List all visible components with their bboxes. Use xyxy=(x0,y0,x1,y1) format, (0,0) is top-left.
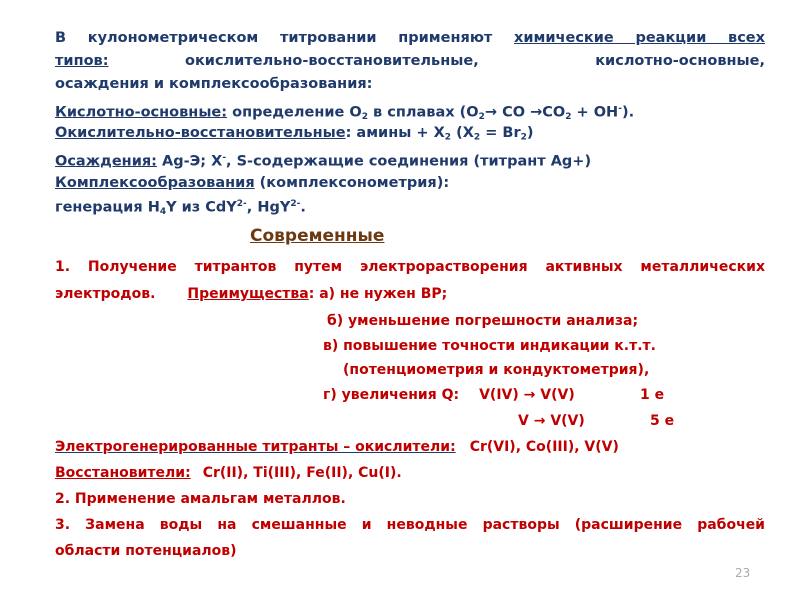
reductants-line: Восстановители: Cr(II), Ti(III), Fe(II), Cu(I). xyxy=(55,465,402,481)
intro-line-3: осаждения и комплексообразования: xyxy=(55,76,373,92)
item-1-line-1: 1. Получение титрантов путем электрорастворения активных металлических xyxy=(55,259,765,275)
acid-base-line: Кислотно-основные: определение $О_2$ в сплавах ($О_2\to$ СО $\to СО_2 + ОН^-$). xyxy=(55,104,635,123)
item-3-line-2: области потенциалов) xyxy=(55,543,237,559)
v-to-v5: V → V(V) xyxy=(518,413,585,429)
advantages-label: Преимущества xyxy=(187,286,309,302)
electrons-5: 5 е xyxy=(650,413,675,429)
arrow-icon: → xyxy=(523,387,536,403)
page-number: 23 xyxy=(735,566,751,580)
arrow-icon: → xyxy=(484,104,498,121)
oxidants-line: Электрогенерированные титранты – окислители: Cr(VI), Co(III), V(V) xyxy=(55,439,619,455)
acid-base-label: Кислотно-основные: xyxy=(55,104,228,121)
item-2: 2. Применение амальгам металлов. xyxy=(55,491,346,507)
advantage-v-detail: (потенциометрия и кондуктометрия), xyxy=(343,362,650,378)
arrow-icon: → xyxy=(530,104,543,121)
reductants-label: Восстановители: xyxy=(55,465,191,481)
redox-label: Окислительно-восстановительные xyxy=(55,125,346,141)
item-3-line-1: 3. Замена воды на смешанные и неводные растворы (расширение рабочей xyxy=(55,517,765,533)
generation-line: генерация $Н_4Y$ из CdY$^{2-}$, HgY$^{2-}$. xyxy=(55,199,306,218)
complexation-line: Комплексообразования (комплексонометрия): xyxy=(55,175,450,191)
type-acid-base: кислотно-основные, xyxy=(595,53,765,69)
types-label: типов: xyxy=(55,53,109,69)
electrons-1: 1 е xyxy=(640,387,665,403)
item-1-line-2: электродов. Преимущества: а) не нужен ВР; xyxy=(55,286,448,302)
oxidants-label: Электрогенерированные титранты – окислители: xyxy=(55,439,456,455)
advantage-g: г) увеличения Q: V(IV) → V(V) xyxy=(323,387,575,403)
arrow-icon: → xyxy=(533,413,546,429)
intro-line-1 xyxy=(55,27,765,50)
advantage-b: б) уменьшение погрешности анализа; xyxy=(327,313,639,329)
redox-line: Окислительно-восстановительные: амины + $Х_2$ $(Х_2 = Br_2)$ xyxy=(55,125,534,143)
precipitation-label: Осаждения: xyxy=(55,153,157,170)
intro-highlight: химические реакции всех xyxy=(514,30,765,46)
advantage-v: в) повышение точности индикации к.т.т. xyxy=(323,338,656,354)
complexation-label: Комплексообразования xyxy=(55,175,255,191)
type-redox: окислительно-восстановительные, xyxy=(185,53,479,69)
intro-text: В кулонометрическом титровании применяют xyxy=(55,30,515,46)
precipitation-line: Осаждения: Ag-Э; Х-, S-содержащие соединения (титрант Ag+) xyxy=(55,153,592,170)
section-title: Современные xyxy=(250,226,385,246)
